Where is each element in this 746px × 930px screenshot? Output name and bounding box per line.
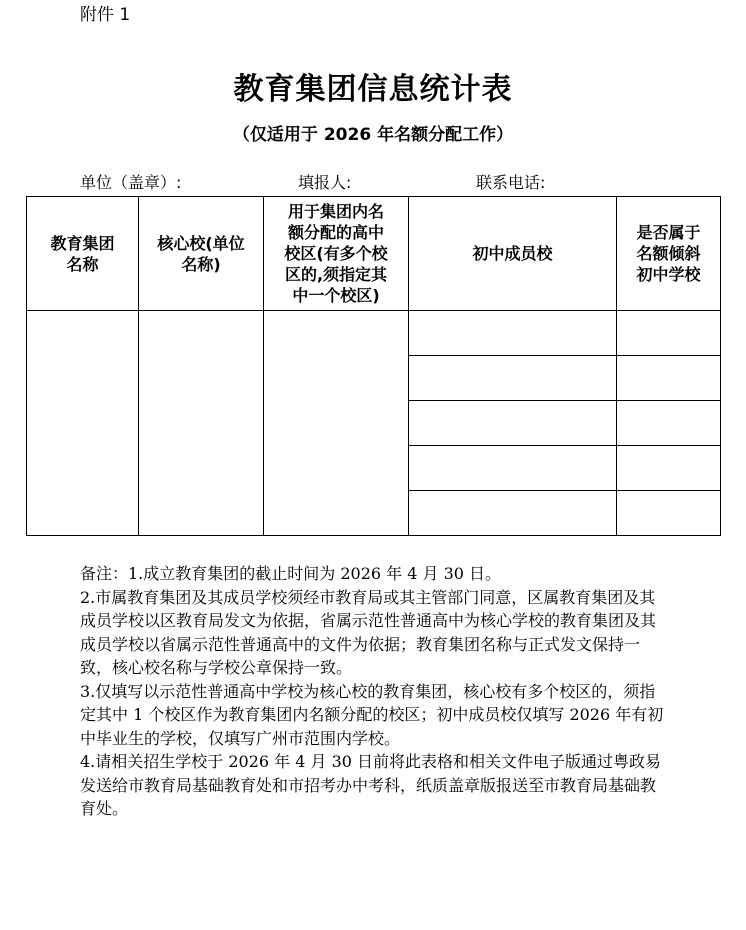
cell-junior-member-school[interactable]	[409, 401, 617, 446]
header-group-name: 教育集团 名称	[27, 197, 139, 311]
page-subtitle: （仅适用于 2026 年名额分配工作）	[232, 125, 514, 145]
contact-phone-label: 联系电话:	[476, 173, 546, 192]
table-row	[27, 311, 721, 356]
note-item: 备注：1.成立教育集团的截止时间为 2026 年 4 月 30 日。	[80, 564, 502, 583]
cell-quota-tilt[interactable]	[617, 311, 721, 356]
unit-seal-label: 单位（盖章）:	[80, 173, 182, 192]
table-header-row	[27, 197, 721, 311]
cell-quota-tilt[interactable]	[617, 446, 721, 491]
header-junior-member-school: 初中成员校	[409, 197, 617, 311]
cell-junior-member-school[interactable]	[409, 491, 617, 536]
cell-junior-member-school[interactable]	[409, 446, 617, 491]
cell-junior-member-school[interactable]	[409, 311, 617, 356]
statistics-table	[26, 196, 721, 536]
cell-group-name[interactable]	[27, 311, 139, 536]
notes-section	[80, 562, 670, 821]
header-quota-tilt: 是否属于 名额倾斜 初中学校	[617, 197, 721, 311]
cell-quota-tilt[interactable]	[617, 401, 721, 446]
note-item: 2.市属教育集团及其成员学校须经市教育局或其主管部门同意，区属教育集团及其成员学校以区教育局发文为依据，省属示范性普通高中为核心学校的教育集团及其成员学校以省属示范性普通高中的文件为依据；教育集团名称与正式发文保持一致，核心校名称与学校公章保持一致。	[80, 587, 657, 677]
note-item: 3.仅填写以示范性普通高中学校为核心校的教育集团，核心校有多个校区的，须指定其中 1 个校区作为教育集团内名额分配的校区；初中成员校仅填写 2026 年有初中毕业生的学校，仅填写广州市范围内学校。	[80, 681, 664, 748]
page-title: 教育集团信息统计表	[233, 72, 513, 107]
cell-quota-tilt[interactable]	[617, 356, 721, 401]
attachment-label: 附件 1	[80, 5, 131, 25]
filler-label: 填报人:	[298, 173, 352, 192]
cell-high-school-campus[interactable]	[264, 311, 409, 536]
header-core-school: 核心校(单位 名称)	[139, 197, 264, 311]
header-high-school-campus: 用于集团内名 额分配的高中 校区(有多个校 区的,须指定其 中一个校区)	[264, 197, 409, 311]
cell-quota-tilt[interactable]	[617, 491, 721, 536]
cell-junior-member-school[interactable]	[409, 356, 617, 401]
cell-core-school[interactable]	[139, 311, 264, 536]
note-item: 4.请相关招生学校于 2026 年 4 月 30 日前将此表格和相关文件电子版通过粤政易发送给市教育局基础教育处和市招考办中考科，纸质盖章版报送至市教育局基础教育处。	[80, 752, 662, 818]
